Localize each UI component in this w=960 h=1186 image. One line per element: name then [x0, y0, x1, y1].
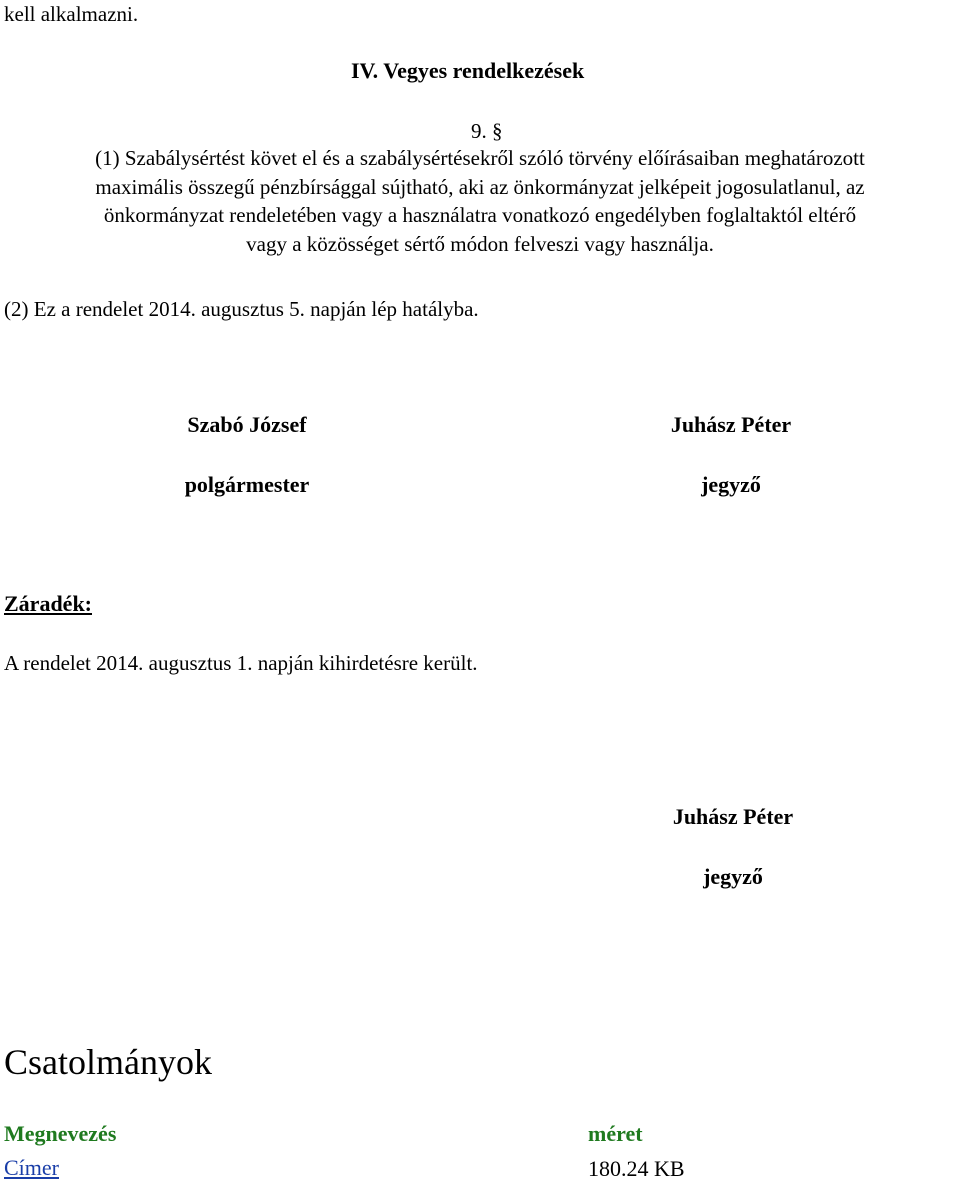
paragraph-2: (2) Ez a rendelet 2014. augusztus 5. napján lép hatályba. — [4, 297, 479, 321]
paragraph-1-line: maximális összegű pénzbírsággal sújtható, aki az önkormányzat jelképeit jogosulatlanul, az — [95, 174, 865, 199]
clause-signer-title: jegyző — [703, 864, 763, 889]
clause-text: A rendelet 2014. augusztus 1. napján kihirdetésre került. — [4, 651, 478, 675]
section-number: 9. § — [471, 119, 503, 143]
clause-signer-name: Juhász Péter — [672, 804, 794, 829]
attachment-size: 180.24 KB — [588, 1156, 685, 1181]
attachments-column-size: méret — [588, 1121, 643, 1146]
signature-right-name: Juhász Péter — [670, 412, 792, 437]
paragraph-1-line: vagy a közösséget sértő módon felveszi vagy használja. — [246, 231, 714, 256]
paragraph-1-line: önkormányzat rendeletében vagy a használatra vonatkozó engedélyben foglaltaktól eltérő — [103, 203, 857, 227]
top-line-text: kell alkalmazni. — [4, 2, 139, 26]
paragraph-1-line: (1) Szabálysértést követ el és a szabálysértésekről szóló törvény előírásaiban meghatározott — [95, 146, 865, 170]
signature-right-title: jegyző — [701, 472, 761, 497]
attachments-heading: Csatolmányok — [4, 1042, 212, 1082]
clause-heading: Záradék: — [4, 591, 92, 616]
attachment-link-cimer[interactable]: Címer — [4, 1155, 59, 1180]
paragraph-1 — [0, 144, 960, 258]
attachments-column-name: Megnevezés — [4, 1121, 117, 1146]
chapter-title: IV. Vegyes rendelkezések — [351, 58, 585, 83]
signature-left-title: polgármester — [184, 472, 310, 497]
signature-left-name: Szabó József — [187, 412, 307, 437]
